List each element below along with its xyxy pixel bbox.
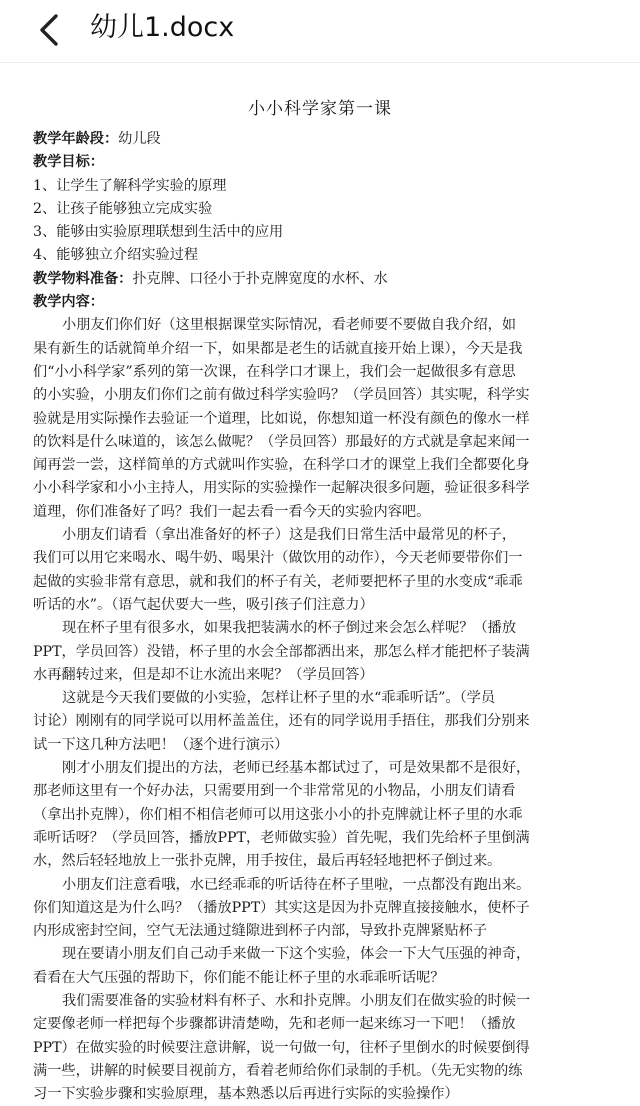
paragraph-line: 的饮料是什么味道的，该怎么做呢？（学员回答）那最好的方式就是拿起来闻一 (33, 433, 530, 450)
paragraph-line: 现在杯子里有很多水，如果我把装满水的杯子倒过来会怎么样呢？（播放 (62, 620, 517, 637)
document-file-name: 幼儿1.docx (90, 12, 235, 43)
paragraph-line: 定要像老师一样把每个步骤都讲清楚呦，先和老师一起来练习一下吧！（播放 (33, 1016, 516, 1033)
paragraph-line: 你们知道这是为什么吗？（播放PPT）其实这是因为扑克牌直接接触水，使杯子 (33, 899, 530, 916)
paragraph-line: 我们可以用它来喝水、喝牛奶、喝果汁（做饮用的动作），今天老师要带你们一 (33, 550, 523, 567)
paragraph-line: 验就是用实际操作去验证一个道理，比如说，你想知道一杯没有颜色的像水一样 (33, 410, 530, 427)
content-paragraph (33, 943, 615, 990)
paragraph-line: 那老师这里有一个好办法，只需要用到一个非常常见的小物品，小朋友们请看 (33, 783, 516, 800)
content-paragraph (33, 990, 615, 1106)
paragraph-line: 习一下实验步骤和实验原理，基本熟悉以后再进行实际的实验操作） (33, 1086, 459, 1103)
content-paragraphs (33, 314, 615, 1106)
paragraph-line: 小朋友们注意看哦，水已经乖乖的听话待在杯子里啦，一点都没有跑出来。 (62, 876, 531, 893)
document-page[interactable] (0, 64, 640, 1103)
paragraph-line: 小朋友们你们好（这里根据课堂实际情况，看老师要不要做自我介绍，如 (62, 317, 517, 334)
content-paragraph (33, 524, 615, 617)
paragraph-line: 讨论）刚刚有的同学说可以用杯盖盖住，还有的同学说用手捂住，那我们分别来 (33, 713, 530, 730)
document-body (33, 128, 615, 1106)
paragraph-line: 的小实验，小朋友们你们之前有做过科学实验吗？（学员回答）其实呢，科学实 (33, 387, 530, 404)
paragraph-line: 小朋友们请看（拿出准备好的杯子）这是我们日常生活中最常见的杯子， (62, 527, 517, 544)
paragraph-line: 水再翻转过来，但是却不让水流出来呢？（学员回答） (33, 666, 374, 683)
paragraph-line: 我们需要准备的实验材料有杯子、水和扑克牌。小朋友们在做实验的时候一 (62, 992, 531, 1009)
paragraph-line: 乖听话呀？（学员回答，播放PPT，老师做实验）首先呢，我们先给杯子里倒满 (33, 829, 530, 846)
materials-line (33, 268, 615, 291)
paragraph-line: 满一些，讲解的时候要目视前方，看着老师给你们录制的手机。（先无实物的练 (33, 1062, 523, 1079)
paragraph-line: 看看在大气压强的帮助下，你们能不能让杯子里的水乖乖听话呢？ (33, 969, 445, 986)
materials-label: 教学物料准备： (33, 270, 133, 287)
content-label: 教学内容： (33, 294, 104, 311)
content-paragraph (33, 757, 615, 873)
content-paragraph (33, 314, 615, 524)
top-app-bar (0, 0, 640, 63)
paragraph-line: （拿出扑克牌），你们相不相信老师可以用这张小小的扑克牌就让杯子里的水乖 (33, 806, 523, 823)
paragraph-line: 起做的实验非常有意思，就和我们的杯子有关，老师要把杯子里的水变成“乖乖 (33, 573, 523, 590)
age-range-value: 幼儿段 (118, 131, 161, 147)
paragraph-line: 现在要请小朋友们自己动手来做一下这个实验，体会一下大气压强的神奇， (62, 946, 531, 963)
back-arrow-icon[interactable] (36, 12, 66, 48)
content-paragraph (33, 687, 615, 757)
paragraph-line: 闻再尝一尝，这样简单的方式就叫作实验，在科学口才的课堂上我们全都要化身 (33, 457, 530, 474)
paragraph-line: 内形成密封空间，空气无法通过缝隙进到杯子内部，导致扑克牌紧贴杯子 (33, 923, 488, 940)
document-title: 小小科学家第一课 (248, 99, 392, 119)
paragraph-line: 道理，你们准备好了吗？我们一起去看一看今天的实验内容吧。 (33, 503, 431, 520)
content-paragraph (33, 617, 615, 687)
paragraph-line: 果有新生的话就简单介绍一下，如果都是老生的话就直接开始上课），今天是我 (33, 340, 523, 357)
paragraph-line: 听话的水”。（语气起伏要大一些，吸引孩子们注意力） (33, 596, 374, 613)
goal-item: 2、让孩子能够独立完成实验 (33, 200, 213, 217)
paragraph-line: 这就是今天我们要做的小实验，怎样让杯子里的水“乖乖听话”。（学员 (62, 690, 496, 707)
paragraph-line: 们“小小科学家”系列的第一次课，在科学口才课上，我们会一起做很多有意思 (33, 363, 516, 380)
goals-label: 教学目标： (33, 154, 104, 171)
goal-item: 4、能够独立介绍实验过程 (33, 247, 199, 264)
paragraph-line: PPT）在做实验的时候要注意讲解，说一句做一句，往杯子里倒水的时候要倒得 (33, 1039, 530, 1056)
paragraph-line: 刚才小朋友们提出的方法，老师已经基本都试过了，可是效果都不是很好， (62, 760, 531, 777)
materials-value: 扑克牌、口径小于扑克牌宽度的水杯、水 (132, 270, 388, 287)
paragraph-line: 水，然后轻轻地放上一张扑克牌，用手按住，最后再轻轻地把杯子倒过来。 (33, 853, 502, 870)
paragraph-line: 试一下这几种方法吧！（逐个进行演示） (33, 736, 289, 753)
goal-item: 1、让学生了解科学实验的原理 (33, 177, 227, 194)
content-paragraph (33, 874, 615, 944)
goal-item: 3、能够由实验原理联想到生活中的应用 (33, 224, 284, 241)
age-range-line (33, 128, 615, 151)
age-range-label: 教学年龄段： (33, 131, 119, 147)
paragraph-line: 小小科学家和小小主持人，用实际的实验操作一起解决很多问题，验证很多科学 (33, 480, 530, 497)
paragraph-line: PPT，学员回答）没错，杯子里的水会全部都洒出来，那怎么样才能把杯子装满 (33, 643, 530, 660)
